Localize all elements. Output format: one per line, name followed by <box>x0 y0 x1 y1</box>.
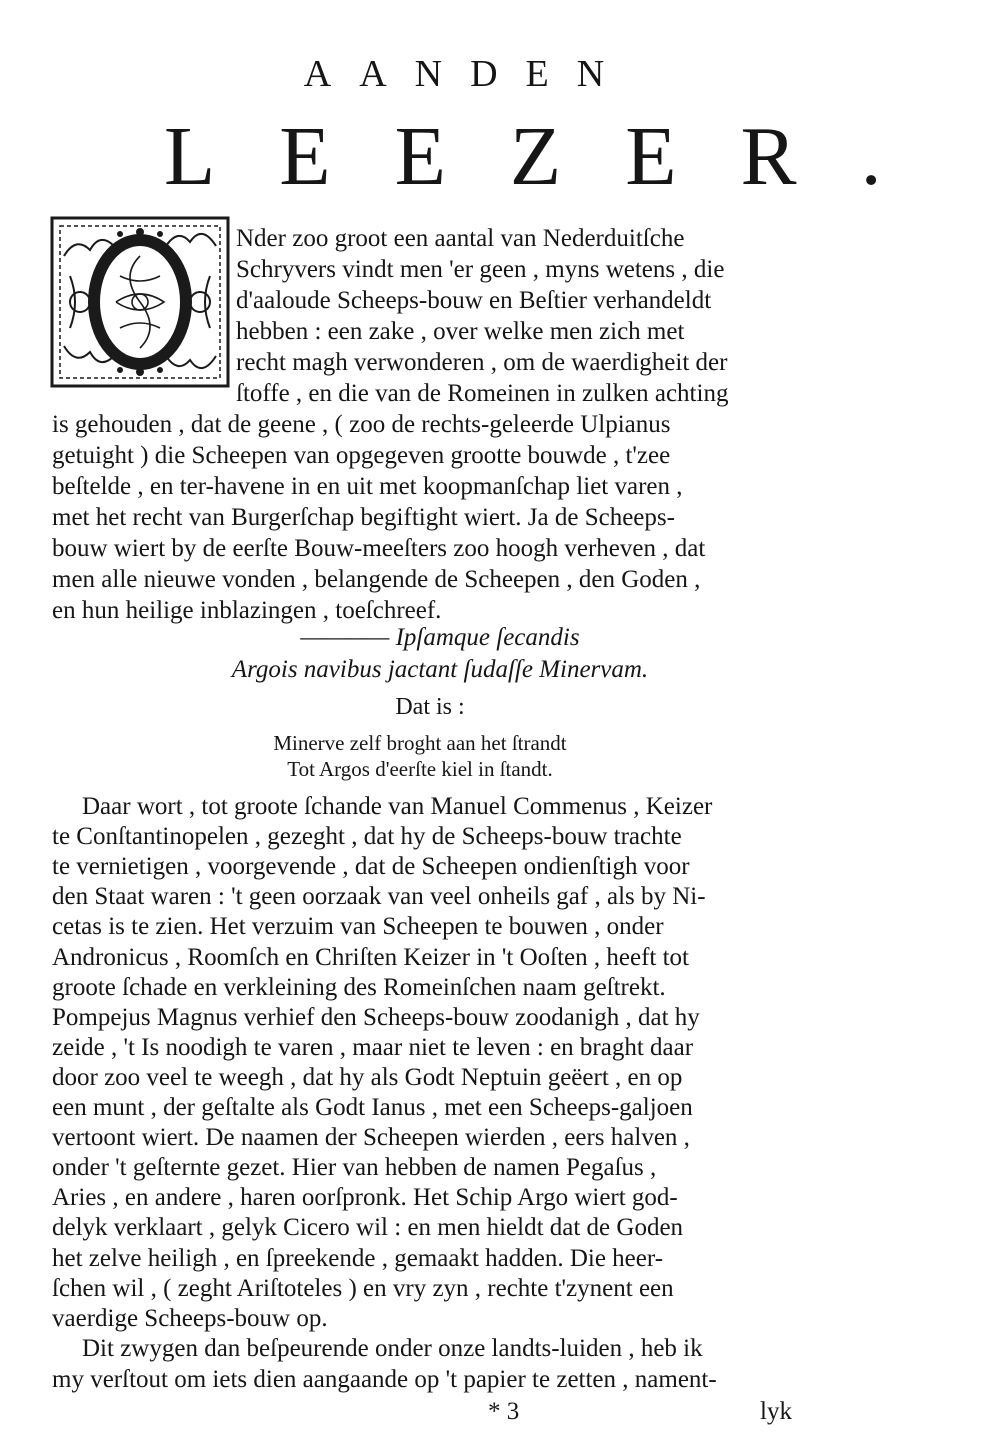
dutch-verse-line: Tot Argos d'eerſte kiel in ſtandt. <box>287 757 553 781</box>
heading-aan-den: AANDEN <box>303 53 633 95</box>
text-line: bouw wiert by de eerſte Bouw-meeſters zoo hoogh verheven , dat <box>52 535 706 562</box>
text-line: Aries , en andere , haren oorſpronk. Het Schip Argo wiert god- <box>52 1184 678 1212</box>
text-line: onder 't geſternte gezet. Hier van hebben de namen Pegaſus , <box>52 1154 657 1182</box>
text-line: getuight ) die Scheepen van opgegeven grootte bouwde , t'zee <box>52 442 671 469</box>
catchword: lyk <box>760 1398 792 1425</box>
text-line: cetas is te zien. Het verzuim van Scheepen te bouwen , onder <box>52 913 664 941</box>
text-line: Dit zwygen dan beſpeurende onder onze landts-luiden , heb ik <box>82 1335 703 1362</box>
text-line: Andronicus , Roomſch en Chriſten Keizer in 't Ooſten , heeft tot <box>52 943 689 971</box>
text-line: recht magh verwonderen , om de waerdigheit der <box>236 349 728 376</box>
text-line: beſtelde , en ter-havene in en uit met koopmanſchap liet varen , <box>52 473 683 500</box>
text-line: te vernietigen , voorgevende , dat de Scheepen ondienſtigh voor <box>52 853 690 881</box>
latin-verse-line: ———— Ipſamque ſecandis <box>300 624 580 651</box>
text-line: ſtoffe , en die van de Romeinen in zulken achting <box>236 380 729 407</box>
text-line: den Staat waren : 't geen oorzaak van veel onheils gaf , als by Ni- <box>52 883 706 911</box>
text-line: Schryvers vindt men 'er geen , myns wetens , die <box>236 256 725 283</box>
dutch-verse-line: Minerve zelf broght aan het ſtrandt <box>273 731 567 755</box>
text-line: door zoo veel te weegh , dat hy als Godt Neptuin geëert , en op <box>52 1063 683 1091</box>
heading-leezer: LEEZER. <box>164 110 946 203</box>
signature-mark: * 3 <box>488 1398 520 1425</box>
text-line: Nder zoo groot een aantal van Nederduitſche <box>236 225 685 252</box>
text-line: het zelve heiligh , en ſpreekende , gemaakt hadden. Die heer- <box>52 1244 664 1272</box>
text-line: d'aaloude Scheeps-bouw en Beſtier verhandeldt <box>236 287 712 314</box>
text-line: een munt , der geſtalte als Godt Ianus , met een Scheeps-galjoen <box>52 1094 693 1121</box>
text-line: met het recht van Burgerſchap begiftight wiert. Ja de Scheeps- <box>52 504 675 531</box>
dat-is-label: Dat is : <box>395 694 465 720</box>
text-line: vaerdige Scheeps-bouw op. <box>52 1304 328 1332</box>
text-line: delyk verklaart , gelyk Cicero wil : en men hieldt dat de Goden <box>52 1214 684 1242</box>
text-line: ſchen wil , ( zeght Ariſtoteles ) en vry zyn , rechte t'zynent een <box>52 1274 674 1302</box>
decorated-initial <box>50 216 230 388</box>
text-line: my verſtout om iets dien aangaande op 't papier te zetten , nament- <box>52 1366 717 1393</box>
text-line: te Conſtantinopelen , gezeght , dat hy de Scheeps-bouw trachte <box>52 823 682 851</box>
text-line: men alle nieuwe vonden , belangende de Scheepen , den Goden , <box>52 566 701 593</box>
text-line: Pompejus Magnus verhief den Scheeps-bouw zoodanigh , dat hy <box>52 1003 700 1031</box>
text-line: hebben : een zake , over welke men zich met <box>236 318 685 345</box>
text-line: en hun heilige inblazingen , toeſchreef. <box>52 597 442 624</box>
text-line: is gehouden , dat de geene , ( zoo de rechts-geleerde Ulpianus <box>52 411 671 438</box>
text-line: zeide , 't Is noodigh te varen , maar niet te leven : en braght daar <box>52 1033 694 1061</box>
ornament-border-icon <box>50 216 230 388</box>
text-line: Daar wort , tot groote ſchande van Manuel Commenus , Keizer <box>82 793 713 820</box>
latin-verse-line: Argois navibus jactant ſudaſſe Minervam. <box>231 656 649 683</box>
text-line: groote ſchade en verkleining des Romeinſchen naam geſtrekt. <box>52 973 666 1001</box>
text-line: vertoont wiert. De naamen der Scheepen wierden , eers halven , <box>52 1124 690 1152</box>
